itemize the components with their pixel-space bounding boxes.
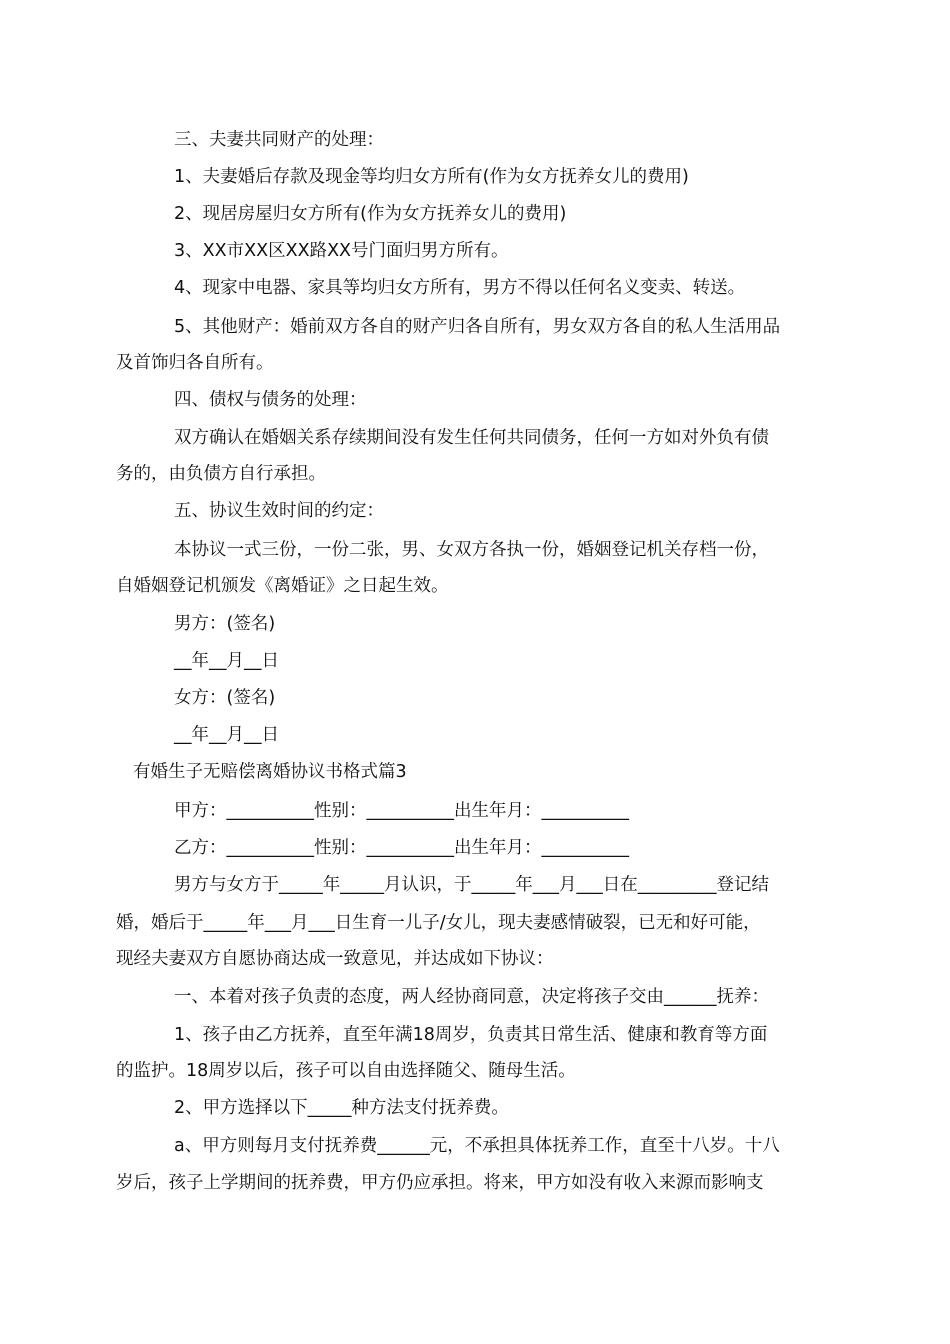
- paragraph-line: 一、本着对孩子负责的态度，两人经协商同意，决定将孩子交由______抚养：: [174, 987, 769, 1007]
- party-a-line: 甲方：__________性别：__________出生年月：__________: [174, 801, 629, 821]
- paragraph-line: 1、孩子由乙方抚养，直至年满18周岁，负责其日常生活、健康和教育等方面: [174, 1025, 768, 1045]
- section-heading-5: 五、协议生效时间的约定：: [174, 501, 384, 521]
- paragraph-line: 的监护。18周岁以后，孩子可以自由选择随父、随母生活。: [116, 1061, 576, 1081]
- paragraph-line: 双方确认在婚姻关系存续期间没有发生任何共同债务，任何一方如对外负有债: [174, 428, 769, 448]
- section-heading-3: 三、夫妻共同财产的处理：: [174, 130, 384, 150]
- paragraph-line: 4、现家中电器、家具等均归女方所有，男方不得以任何名义变卖、转送。: [174, 278, 746, 298]
- article-title: 有婚生子无赔偿离婚协议书格式篇3: [133, 762, 407, 782]
- paragraph-line: 男方与女方于_____年_____月认识，于_____年___月___日在_________登记结: [174, 875, 769, 895]
- paragraph-line: a、甲方则每月支付抚养费______元，不承担具体抚养工作，直至十八岁。十八: [174, 1136, 780, 1156]
- paragraph-line: 及首饰归各自所有。: [116, 353, 274, 373]
- date-line: __年__月__日: [174, 725, 279, 745]
- paragraph-line: 3、XX市XX区XX路XX号门面归男方所有。: [174, 241, 509, 261]
- party-b-line: 乙方：__________性别：__________出生年月：__________: [174, 838, 629, 858]
- paragraph-line: 自婚姻登记机颁发《离婚证》之日起生效。: [116, 576, 449, 596]
- paragraph-line: 婚，婚后于_____年___月___日生育一儿子/女儿，现夫妻感情破裂，已无和好可能，: [116, 913, 761, 933]
- paragraph-line: 1、夫妻婚后存款及现金等均归女方所有(作为女方抚养女儿的费用): [174, 167, 689, 187]
- paragraph-line: 岁后，孩子上学期间的抚养费，甲方仍应承担。将来，甲方如没有收入来源而影响支: [116, 1173, 764, 1193]
- paragraph-line: 务的，由负债方自行承担。: [116, 464, 326, 484]
- paragraph-line: 本协议一式三份，一份二张，男、女双方各执一份，婚姻登记机关存档一份，: [174, 540, 769, 560]
- paragraph-line: 现经夫妻双方自愿协商达成一致意见，并达成如下协议：: [116, 949, 554, 969]
- signature-line-female: 女方：(签名): [174, 688, 276, 708]
- section-heading-4: 四、债权与债务的处理：: [174, 390, 367, 410]
- paragraph-line: 5、其他财产：婚前双方各自的财产归各自所有，男女双方各自的私人生活用品: [174, 317, 781, 337]
- date-line: __年__月__日: [174, 651, 279, 671]
- paragraph-line: 2、甲方选择以下_____种方法支付抚养费。: [174, 1098, 509, 1118]
- paragraph-line: 2、现居房屋归女方所有(作为女方抚养女儿的费用): [174, 204, 567, 224]
- signature-line-male: 男方：(签名): [174, 614, 276, 634]
